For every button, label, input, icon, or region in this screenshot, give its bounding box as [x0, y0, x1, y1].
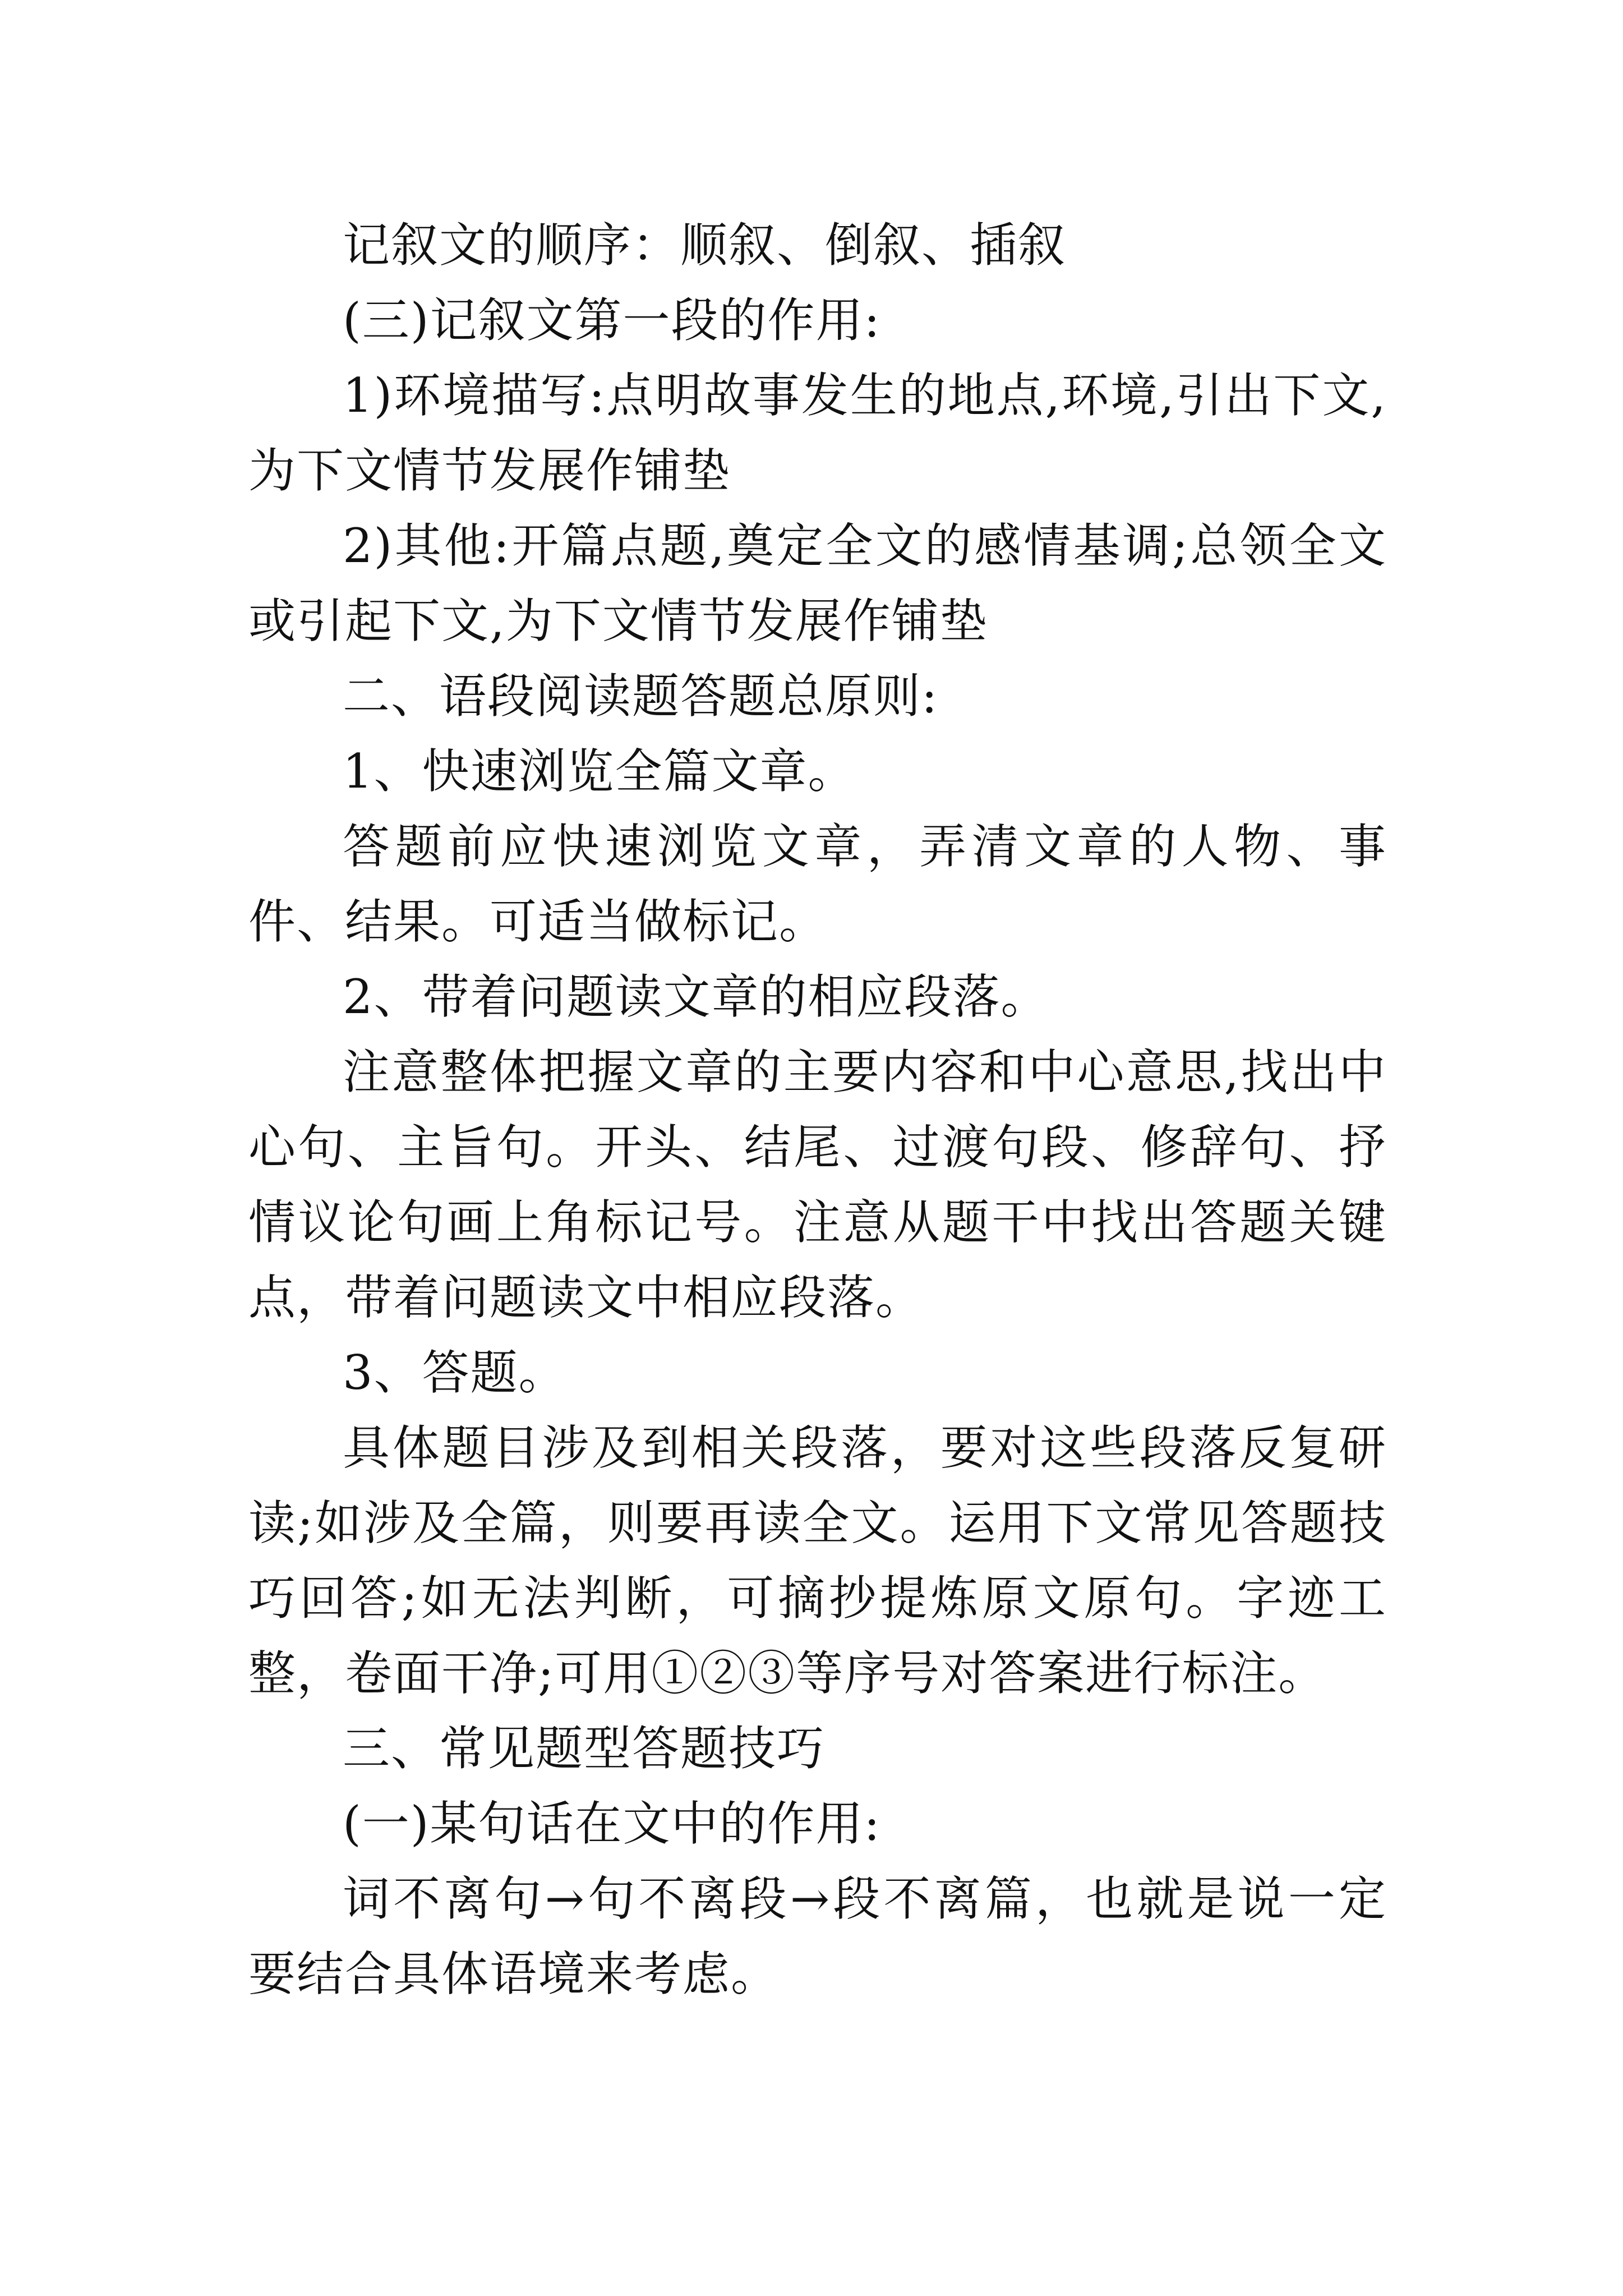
paragraph-sentence-function: 词不离句→句不离段→段不离篇，也就是说一定要结合具体语境来考虑。: [248, 1871, 1387, 2001]
document-body: [248, 208, 1387, 2012]
heading-first-paragraph-role: (三)记叙文第一段的作用:: [343, 293, 881, 348]
subheading-answer: 3、答题。: [343, 1345, 567, 1400]
paragraph-answer: 具体题目涉及到相关段落，要对这些段落反复研读;如涉及全篇，则要再读全文。运用下文常见答题技巧回答;如无法判断，可摘抄提炼原文原句。字迹工整，卷面干净;可用①②③等序号对答案进行标注。: [248, 1420, 1387, 1701]
paragraph-narrative-order: 记叙文的顺序：顺叙、倒叙、插叙: [343, 218, 1067, 273]
paragraph-other-functions: 2)其他:开篇点题,奠定全文的感情基调;总领全文或引起下文,为下文情节发展作铺垫: [248, 518, 1387, 648]
heading-common-question-types: 三、常见题型答题技巧: [343, 1721, 826, 1776]
subheading-sentence-function: (一)某句话在文中的作用:: [343, 1796, 881, 1851]
paragraph-read-with-questions: 注意整体把握文章的主要内容和中心意思,找出中心句、主旨句。开头、结尾、过渡句段、修辞句、抒情议论句画上角标记号。注意从题干中找出答题关键点，带着问题读文中相应段落。: [248, 1045, 1387, 1325]
subheading-skim-article: 1、快速浏览全篇文章。: [343, 744, 856, 799]
heading-general-principles: 二、语段阅读题答题总原则:: [343, 669, 939, 724]
paragraph-environment-description: 1)环境描写:点明故事发生的地点,环境,引出下文,为下文情节发展作铺垫: [248, 368, 1387, 498]
subheading-read-with-questions: 2、带着问题读文章的相应段落。: [343, 969, 1049, 1024]
paragraph-skim-article: 答题前应快速浏览文章，弄清文章的人物、事件、结果。可适当做标记。: [248, 819, 1387, 949]
